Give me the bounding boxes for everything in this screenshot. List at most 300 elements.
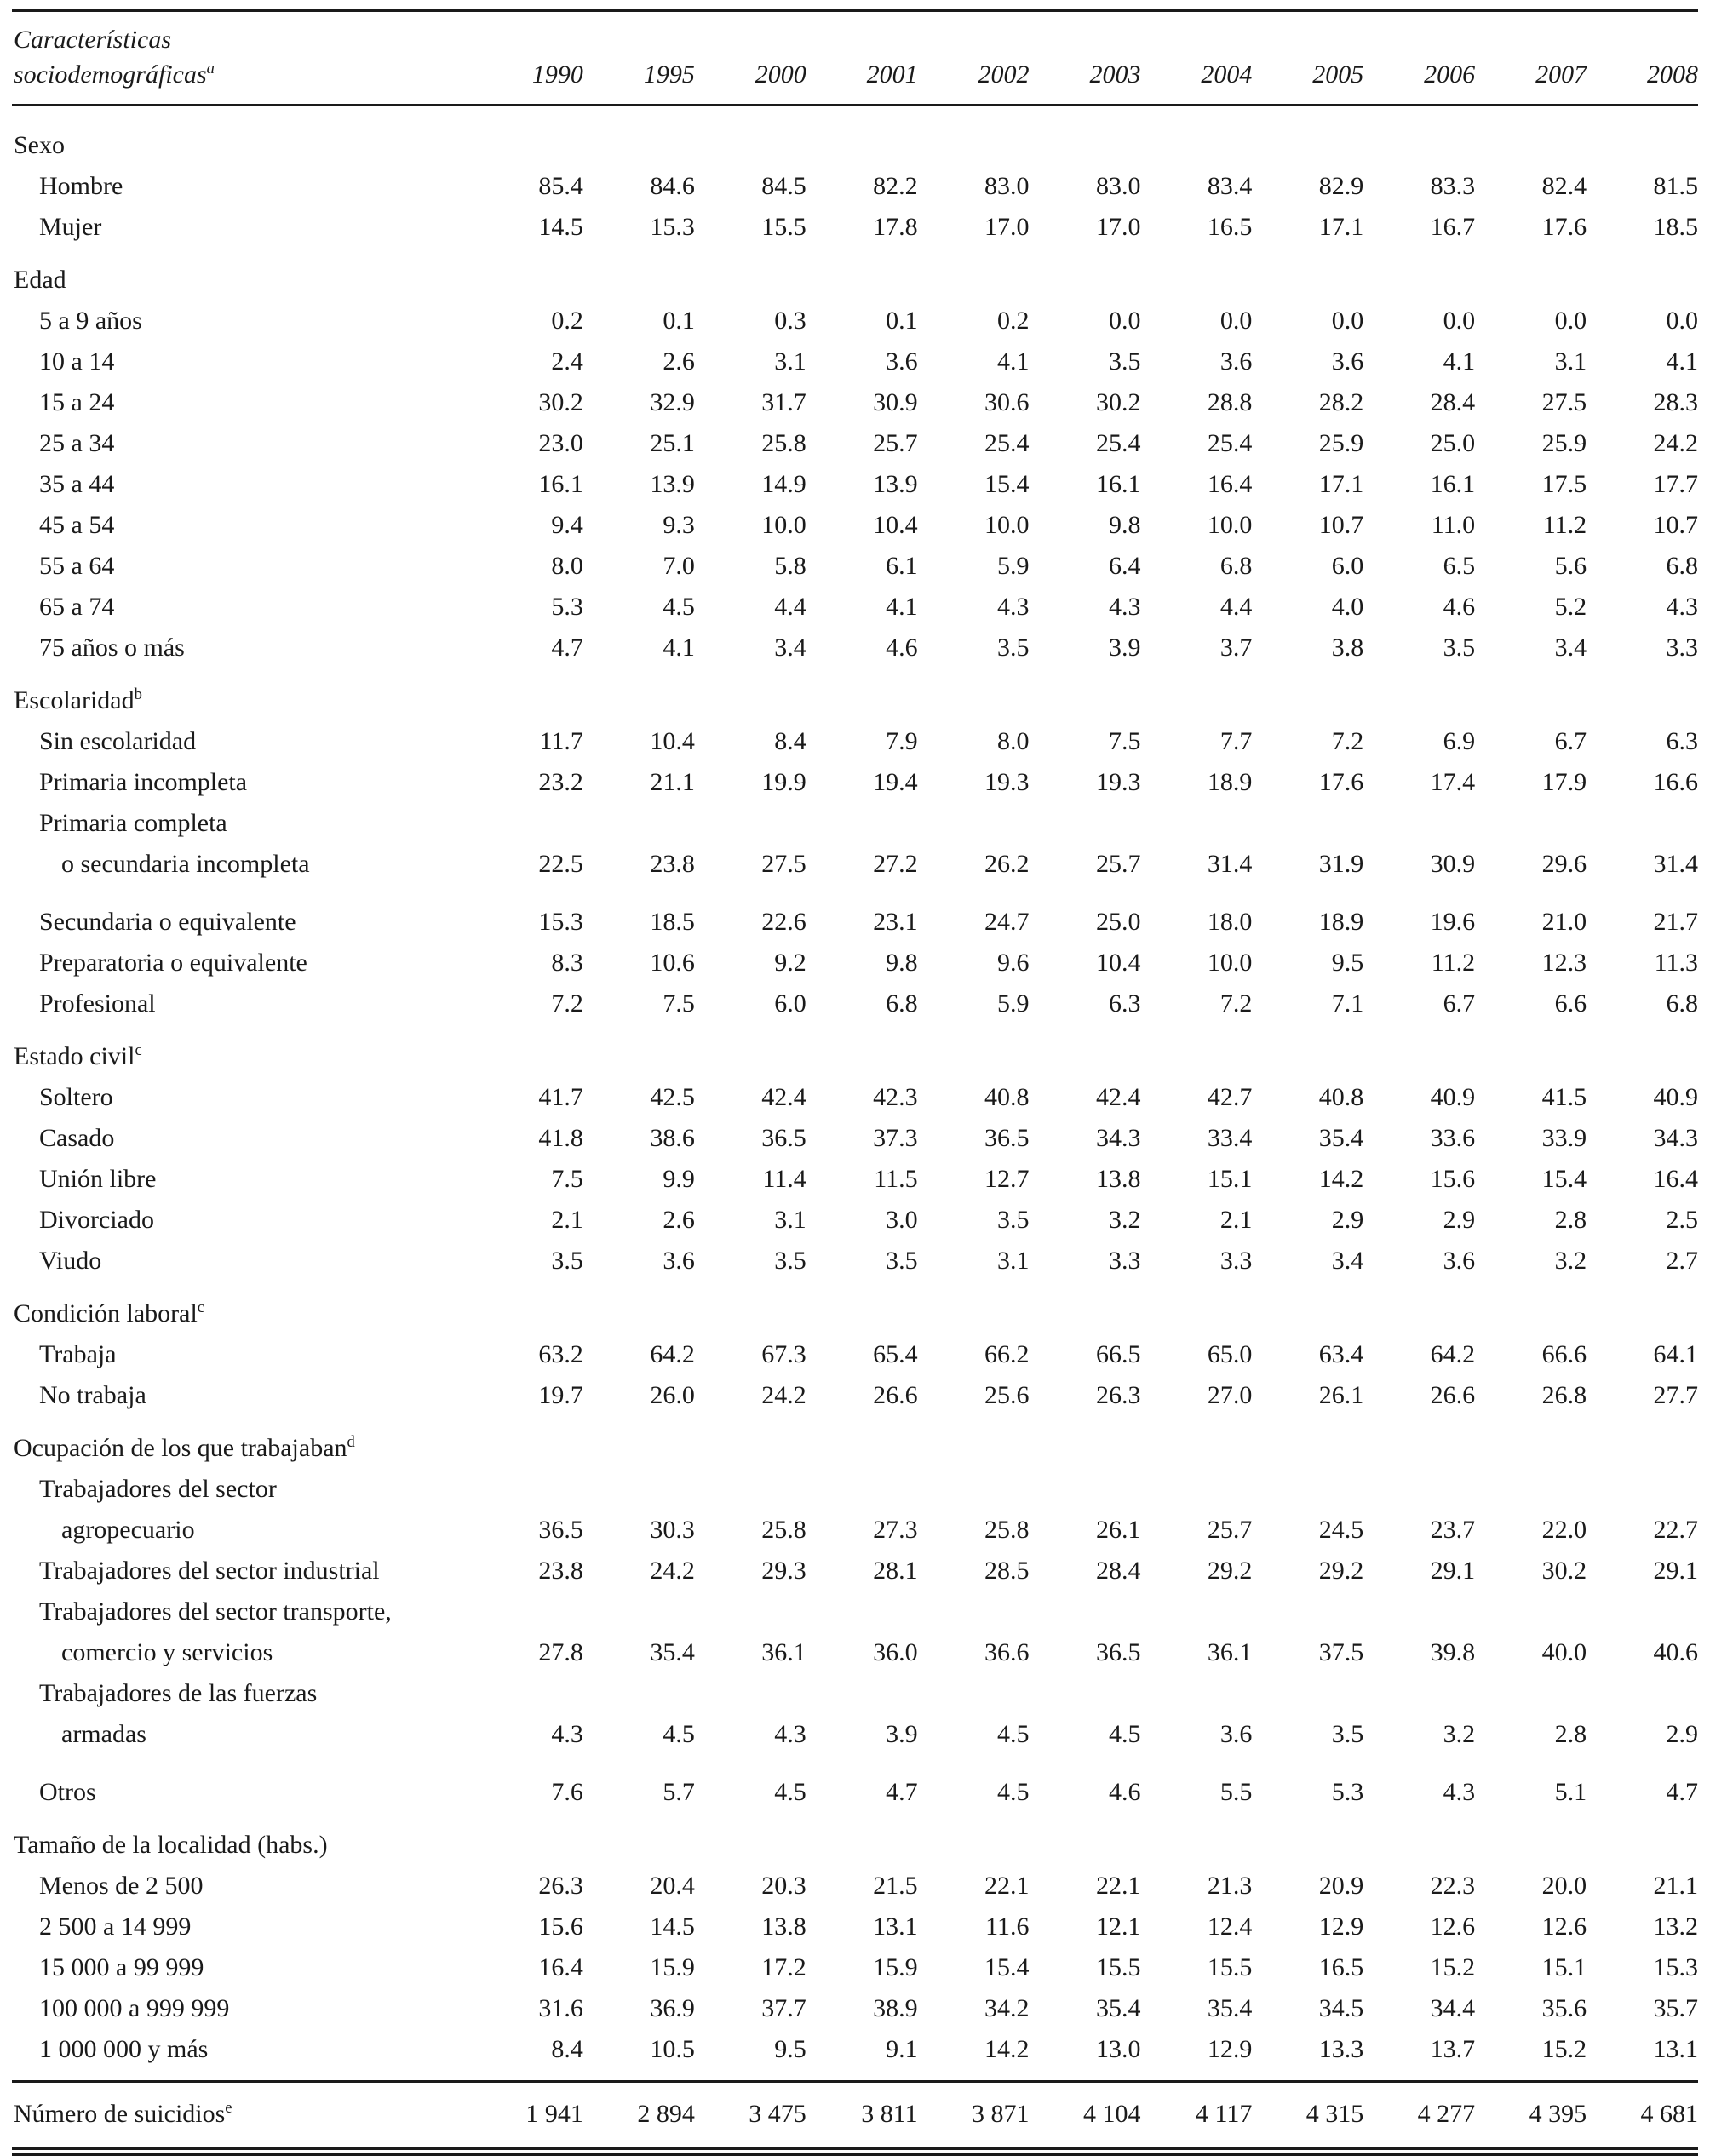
value-cell: 13.0 xyxy=(1095,2035,1141,2063)
total-row xyxy=(12,2083,1698,2144)
value-cell: 9.8 xyxy=(1108,511,1141,539)
table-row xyxy=(12,464,1698,505)
row-label: 25 a 34 xyxy=(39,429,115,457)
value-cell: 40.8 xyxy=(984,1083,1030,1111)
total-value-cell: 1 941 xyxy=(525,2100,583,2128)
footnote-marker: c xyxy=(135,1041,142,1059)
value-cell: 29.6 xyxy=(1541,850,1587,878)
table-row xyxy=(12,505,1698,546)
value-cell: 4.7 xyxy=(1666,1778,1698,1806)
value-cell: 16.1 xyxy=(538,470,583,498)
value-cell: 42.5 xyxy=(650,1083,695,1111)
table-row xyxy=(12,587,1698,628)
value-cell: 6.0 xyxy=(774,989,806,1018)
value-cell: 3.2 xyxy=(1108,1206,1141,1234)
row-label: Sin escolaridad xyxy=(39,727,197,755)
value-cell: 4.3 xyxy=(997,593,1030,621)
section-title: Sexo xyxy=(14,131,65,159)
value-cell: 25.4 xyxy=(1207,429,1253,457)
value-cell: 23.2 xyxy=(538,768,583,796)
value-cell: 27.0 xyxy=(1207,1381,1253,1409)
value-cell: 21.1 xyxy=(650,768,695,796)
table-row xyxy=(12,1772,1698,1813)
value-cell: 29.3 xyxy=(761,1557,806,1585)
value-cell: 4.5 xyxy=(997,1778,1030,1806)
section-title: Condición laboral$^c$ xyxy=(14,1299,205,1327)
value-cell: 19.7 xyxy=(538,1381,583,1409)
value-cell: 34.5 xyxy=(1318,1994,1364,2022)
value-cell: 4.5 xyxy=(663,1720,695,1748)
value-cell: 16.1 xyxy=(1095,470,1141,498)
value-cell: 6.9 xyxy=(1443,727,1476,755)
value-cell: 10.5 xyxy=(650,2035,695,2063)
table-row xyxy=(12,1159,1698,1200)
value-cell: 2.7 xyxy=(1666,1247,1698,1275)
year-header: 2007 xyxy=(1535,60,1587,89)
value-cell: 6.8 xyxy=(1219,552,1253,580)
value-cell: 36.1 xyxy=(1207,1638,1253,1666)
value-cell: 30.3 xyxy=(650,1516,695,1544)
value-cell: 5.1 xyxy=(1554,1778,1587,1806)
value-cell: 17.0 xyxy=(984,213,1030,241)
value-cell: 17.8 xyxy=(873,213,918,241)
table-row xyxy=(12,1077,1698,1118)
row-label: 15 000 a 99 999 xyxy=(39,1953,204,1981)
value-cell: 10.0 xyxy=(1207,511,1253,539)
value-cell: 4.3 xyxy=(1666,593,1698,621)
value-cell: 2.1 xyxy=(1219,1206,1253,1234)
value-cell: 23.0 xyxy=(538,429,583,457)
value-cell: 16.7 xyxy=(1430,213,1476,241)
value-cell: 3.7 xyxy=(1219,634,1253,662)
row-label: 10 a 14 xyxy=(39,347,115,376)
table-row xyxy=(12,762,1698,803)
value-cell: 24.7 xyxy=(984,908,1030,936)
row-label: Viudo xyxy=(39,1247,102,1275)
table-row xyxy=(12,943,1698,983)
value-cell: 9.5 xyxy=(774,2035,806,2063)
value-cell: 13.8 xyxy=(1095,1165,1141,1193)
value-cell: 9.8 xyxy=(886,949,918,977)
row-label: Profesional xyxy=(39,989,156,1018)
value-cell: 17.1 xyxy=(1318,213,1364,241)
value-cell: 27.8 xyxy=(538,1638,583,1666)
value-cell: 3.8 xyxy=(1331,634,1364,662)
value-cell: 25.8 xyxy=(761,429,806,457)
value-cell: 0.1 xyxy=(886,307,918,335)
row-label: 100 000 a 999 999 xyxy=(39,1994,230,2022)
total-value-cell: 4 681 xyxy=(1640,2100,1698,2128)
value-cell: 11.2 xyxy=(1542,511,1587,539)
value-cell: 16.4 xyxy=(1653,1165,1698,1193)
value-cell: 4.5 xyxy=(1108,1720,1141,1748)
value-cell: 3.5 xyxy=(551,1247,583,1275)
value-cell: 41.8 xyxy=(538,1124,583,1152)
value-cell: 8.4 xyxy=(774,727,806,755)
table-row xyxy=(12,382,1698,423)
value-cell: 6.8 xyxy=(1666,552,1698,580)
footnote-marker: c xyxy=(197,1299,205,1316)
value-cell: 15.9 xyxy=(873,1953,918,1981)
row-label: Trabajadores del sector agropecuario xyxy=(39,1475,277,1544)
value-cell: 15.4 xyxy=(1541,1165,1587,1193)
value-cell: 21.3 xyxy=(1207,1872,1253,1900)
value-cell: 6.3 xyxy=(1108,989,1141,1018)
value-cell: 10.6 xyxy=(650,949,695,977)
value-cell: 18.0 xyxy=(1207,908,1253,936)
value-cell: 83.3 xyxy=(1430,172,1476,200)
value-cell: 12.4 xyxy=(1207,1912,1253,1941)
header-label-line2 xyxy=(14,57,472,92)
value-cell: 15.6 xyxy=(538,1912,583,1941)
value-cell: 2.8 xyxy=(1554,1206,1587,1234)
value-cell: 4.3 xyxy=(1443,1778,1476,1806)
value-cell: 6.7 xyxy=(1443,989,1476,1018)
value-cell: 3.3 xyxy=(1108,1247,1141,1275)
value-cell: 3.4 xyxy=(1554,634,1587,662)
row-label: 45 a 54 xyxy=(39,511,115,539)
value-cell: 7.2 xyxy=(551,989,583,1018)
value-cell: 25.8 xyxy=(984,1516,1030,1544)
value-cell: 64.2 xyxy=(650,1340,695,1368)
value-cell: 26.1 xyxy=(1095,1516,1141,1544)
year-header: 1990 xyxy=(531,60,583,89)
value-cell: 27.3 xyxy=(873,1516,918,1544)
value-cell: 10.0 xyxy=(761,511,806,539)
value-cell: 33.6 xyxy=(1430,1124,1476,1152)
value-cell: 10.4 xyxy=(1095,949,1141,977)
table-row xyxy=(12,1866,1698,1907)
value-cell: 0.1 xyxy=(663,307,695,335)
value-cell: 20.0 xyxy=(1541,1872,1587,1900)
value-cell: 0.0 xyxy=(1331,307,1364,335)
value-cell: 15.4 xyxy=(984,1953,1030,1981)
section-title: Edad xyxy=(14,266,66,294)
value-cell: 24.2 xyxy=(761,1381,806,1409)
value-cell: 10.4 xyxy=(650,727,695,755)
value-cell: 0.0 xyxy=(1108,307,1141,335)
value-cell: 35.7 xyxy=(1653,1994,1698,2022)
table-row xyxy=(12,721,1698,762)
value-cell: 83.0 xyxy=(984,172,1030,200)
value-cell: 3.6 xyxy=(1219,1720,1253,1748)
value-cell: 2.9 xyxy=(1331,1206,1364,1234)
value-cell: 40.0 xyxy=(1541,1638,1587,1666)
row-label: Trabajadores de las fuerzas armadas xyxy=(39,1679,318,1748)
table-row xyxy=(12,1469,1698,1551)
row-label: Preparatoria o equivalente xyxy=(39,949,307,977)
value-cell: 26.3 xyxy=(538,1872,583,1900)
value-cell: 13.9 xyxy=(650,470,695,498)
value-cell: 34.3 xyxy=(1095,1124,1141,1152)
value-cell: 3.5 xyxy=(1331,1720,1364,1748)
total-value-cell: 3 475 xyxy=(749,2100,806,2128)
table-body xyxy=(12,106,1698,2080)
value-cell: 3.6 xyxy=(663,1247,695,1275)
value-cell: 22.5 xyxy=(538,850,583,878)
value-cell: 36.1 xyxy=(761,1638,806,1666)
value-cell: 41.5 xyxy=(1541,1083,1587,1111)
table-row xyxy=(12,423,1698,464)
value-cell: 19.6 xyxy=(1430,908,1476,936)
value-cell: 5.6 xyxy=(1554,552,1587,580)
value-cell: 36.5 xyxy=(761,1124,806,1152)
table-row xyxy=(12,803,1698,885)
value-cell: 7.7 xyxy=(1219,727,1253,755)
value-cell: 15.6 xyxy=(1430,1165,1476,1193)
total-row-label xyxy=(12,2093,472,2136)
value-cell: 3.5 xyxy=(1443,634,1476,662)
value-cell: 3.3 xyxy=(1219,1247,1253,1275)
value-cell: 9.4 xyxy=(551,511,583,539)
value-cell: 18.5 xyxy=(650,908,695,936)
value-cell: 19.4 xyxy=(873,768,918,796)
value-cell: 10.0 xyxy=(1207,949,1253,977)
table-row xyxy=(12,628,1698,668)
value-cell: 15.2 xyxy=(1541,2035,1587,2063)
value-cell: 31.9 xyxy=(1318,850,1364,878)
value-cell: 6.4 xyxy=(1108,552,1141,580)
value-cell: 23.7 xyxy=(1430,1516,1476,1544)
row-label: 15 a 24 xyxy=(39,388,115,416)
value-cell: 83.0 xyxy=(1095,172,1141,200)
value-cell: 84.5 xyxy=(761,172,806,200)
value-cell: 36.5 xyxy=(538,1516,583,1544)
value-cell: 29.2 xyxy=(1207,1557,1253,1585)
row-label: Trabajadores del sector industrial xyxy=(39,1557,380,1585)
row-label: Trabaja xyxy=(39,1340,117,1368)
year-header: 2003 xyxy=(1089,60,1141,89)
table-row xyxy=(12,2029,1698,2070)
value-cell: 4.1 xyxy=(997,347,1030,376)
value-cell: 22.3 xyxy=(1430,1872,1476,1900)
value-cell: 4.5 xyxy=(663,593,695,621)
footnote-marker: d xyxy=(347,1433,355,1451)
value-cell: 4.5 xyxy=(774,1778,806,1806)
value-cell: 4.1 xyxy=(886,593,918,621)
value-cell: 16.6 xyxy=(1653,768,1698,796)
value-cell: 10.7 xyxy=(1653,511,1698,539)
value-cell: 9.6 xyxy=(997,949,1030,977)
table-row xyxy=(12,1907,1698,1947)
value-cell: 24.2 xyxy=(650,1557,695,1585)
value-cell: 30.9 xyxy=(1430,850,1476,878)
value-cell: 34.3 xyxy=(1653,1124,1698,1152)
row-label: Unión libre xyxy=(39,1165,157,1193)
value-cell: 7.5 xyxy=(663,989,695,1018)
value-cell: 20.9 xyxy=(1318,1872,1364,1900)
value-cell: 12.7 xyxy=(984,1165,1030,1193)
value-cell: 66.5 xyxy=(1095,1340,1141,1368)
table-row xyxy=(12,546,1698,587)
value-cell: 4.0 xyxy=(1331,593,1364,621)
total-value-cell: 3 871 xyxy=(972,2100,1030,2128)
total-value-cell: 4 395 xyxy=(1529,2100,1587,2128)
value-cell: 3.6 xyxy=(1443,1247,1476,1275)
value-cell: 27.7 xyxy=(1653,1381,1698,1409)
value-cell: 3.1 xyxy=(997,1247,1030,1275)
value-cell: 83.4 xyxy=(1207,172,1253,200)
value-cell: 15.1 xyxy=(1207,1165,1253,1193)
value-cell: 13.9 xyxy=(873,470,918,498)
value-cell: 40.9 xyxy=(1430,1083,1476,1111)
value-cell: 3.6 xyxy=(886,347,918,376)
value-cell: 4.6 xyxy=(1443,593,1476,621)
table-row xyxy=(12,1118,1698,1159)
value-cell: 28.1 xyxy=(873,1557,918,1585)
value-cell: 21.0 xyxy=(1541,908,1587,936)
value-cell: 37.5 xyxy=(1318,1638,1364,1666)
value-cell: 2.9 xyxy=(1666,1720,1698,1748)
value-cell: 11.5 xyxy=(874,1165,918,1193)
value-cell: 19.9 xyxy=(761,768,806,796)
row-label: Divorciado xyxy=(39,1206,154,1234)
table-row xyxy=(12,1673,1698,1755)
table-row xyxy=(12,1334,1698,1375)
total-value-cell: 4 277 xyxy=(1417,2100,1476,2128)
value-cell: 0.0 xyxy=(1219,307,1253,335)
value-cell: 4.1 xyxy=(1666,347,1698,376)
value-cell: 38.9 xyxy=(873,1994,918,2022)
value-cell: 11.2 xyxy=(1431,949,1476,977)
value-cell: 21.5 xyxy=(873,1872,918,1900)
value-cell: 29.1 xyxy=(1653,1557,1698,1585)
value-cell: 17.5 xyxy=(1541,470,1587,498)
value-cell: 22.1 xyxy=(1095,1872,1141,1900)
value-cell: 25.9 xyxy=(1541,429,1587,457)
header-label-line2-text: sociodemográficas xyxy=(14,60,207,89)
row-label: Casado xyxy=(39,1124,115,1152)
section-title: Tamaño de la localidad (habs.) xyxy=(14,1831,328,1859)
value-cell: 12.9 xyxy=(1207,2035,1253,2063)
value-cell: 2.5 xyxy=(1666,1206,1698,1234)
value-cell: 12.9 xyxy=(1318,1912,1364,1941)
table-row xyxy=(12,166,1698,207)
value-cell: 16.5 xyxy=(1318,1953,1364,1981)
value-cell: 15.4 xyxy=(984,470,1030,498)
table-row xyxy=(12,902,1698,943)
value-cell: 17.1 xyxy=(1318,470,1364,498)
value-cell: 25.7 xyxy=(1095,850,1141,878)
row-label: Hombre xyxy=(39,172,123,200)
value-cell: 6.1 xyxy=(886,552,918,580)
value-cell: 31.7 xyxy=(761,388,806,416)
value-cell: 5.5 xyxy=(1219,1778,1253,1806)
value-cell: 13.3 xyxy=(1318,2035,1364,2063)
row-label: Primaria incompleta xyxy=(39,768,248,796)
value-cell: 2.6 xyxy=(663,347,695,376)
value-cell: 30.6 xyxy=(984,388,1030,416)
value-cell: 18.5 xyxy=(1653,213,1698,241)
year-header: 2004 xyxy=(1201,60,1253,89)
value-cell: 16.4 xyxy=(538,1953,583,1981)
table-row xyxy=(12,1591,1698,1673)
value-cell: 25.1 xyxy=(650,429,695,457)
value-cell: 19.3 xyxy=(984,768,1030,796)
value-cell: 4.1 xyxy=(1443,347,1476,376)
value-cell: 5.3 xyxy=(1331,1778,1364,1806)
value-cell: 25.4 xyxy=(1095,429,1141,457)
total-row-label-text: Número de suicidios xyxy=(14,2100,226,2128)
value-cell: 27.5 xyxy=(761,850,806,878)
total-value-cell: 4 315 xyxy=(1305,2100,1364,2128)
value-cell: 9.9 xyxy=(663,1165,695,1193)
value-cell: 10.0 xyxy=(984,511,1030,539)
value-cell: 14.5 xyxy=(650,1912,695,1941)
value-cell: 0.2 xyxy=(997,307,1030,335)
value-cell: 7.5 xyxy=(1108,727,1141,755)
value-cell: 25.0 xyxy=(1430,429,1476,457)
row-label: Mujer xyxy=(39,213,102,241)
section-title: Ocupación de los que trabajaban$^d$ xyxy=(14,1433,355,1462)
value-cell: 13.8 xyxy=(761,1912,806,1941)
value-cell: 27.5 xyxy=(1541,388,1587,416)
value-cell: 3.1 xyxy=(1554,347,1587,376)
row-label: Trabajadores del sector transporte, comercio y servicios xyxy=(39,1597,392,1666)
value-cell: 0.3 xyxy=(774,307,806,335)
value-cell: 65.4 xyxy=(873,1340,918,1368)
row-label: Primaria completa o secundaria incompleta xyxy=(39,809,310,878)
value-cell: 64.1 xyxy=(1653,1340,1698,1368)
value-cell: 6.5 xyxy=(1443,552,1476,580)
year-header: 2001 xyxy=(866,60,918,89)
value-cell: 4.3 xyxy=(1108,593,1141,621)
year-header: 2000 xyxy=(755,60,806,89)
value-cell: 32.9 xyxy=(650,388,695,416)
table-row xyxy=(12,1947,1698,1988)
value-cell: 25.9 xyxy=(1318,429,1364,457)
value-cell: 64.2 xyxy=(1430,1340,1476,1368)
value-cell: 13.1 xyxy=(873,1912,918,1941)
header-label-line1: Características xyxy=(14,26,171,54)
value-cell: 17.6 xyxy=(1541,213,1587,241)
value-cell: 6.0 xyxy=(1331,552,1364,580)
value-cell: 3.5 xyxy=(886,1247,918,1275)
table-row xyxy=(12,1551,1698,1591)
value-cell: 3.5 xyxy=(997,1206,1030,1234)
value-cell: 12.3 xyxy=(1541,949,1587,977)
value-cell: 40.8 xyxy=(1318,1083,1364,1111)
year-header: 2005 xyxy=(1312,60,1364,89)
total-value-cell: 4 117 xyxy=(1195,2100,1253,2128)
value-cell: 15.2 xyxy=(1430,1953,1476,1981)
row-label: 2 500 a 14 999 xyxy=(39,1912,192,1941)
value-cell: 24.2 xyxy=(1653,429,1698,457)
value-cell: 14.5 xyxy=(538,213,583,241)
value-cell: 14.2 xyxy=(984,2035,1030,2063)
value-cell: 12.6 xyxy=(1541,1912,1587,1941)
value-cell: 3.1 xyxy=(774,1206,806,1234)
value-cell: 26.8 xyxy=(1541,1381,1587,1409)
value-cell: 0.0 xyxy=(1554,307,1587,335)
year-header: 2006 xyxy=(1424,60,1476,89)
total-value-cell: 4 104 xyxy=(1082,2100,1141,2128)
value-cell: 25.0 xyxy=(1095,908,1141,936)
value-cell: 38.6 xyxy=(650,1124,695,1152)
value-cell: 3.6 xyxy=(1331,347,1364,376)
value-cell: 14.9 xyxy=(761,470,806,498)
value-cell: 17.9 xyxy=(1541,768,1587,796)
value-cell: 17.7 xyxy=(1653,470,1698,498)
value-cell: 17.4 xyxy=(1430,768,1476,796)
value-cell: 2.8 xyxy=(1554,1720,1587,1748)
value-cell: 21.1 xyxy=(1653,1872,1698,1900)
value-cell: 17.0 xyxy=(1095,213,1141,241)
value-cell: 28.5 xyxy=(984,1557,1030,1585)
value-cell: 22.0 xyxy=(1541,1516,1587,1544)
value-cell: 8.4 xyxy=(551,2035,583,2063)
value-cell: 3.1 xyxy=(774,347,806,376)
